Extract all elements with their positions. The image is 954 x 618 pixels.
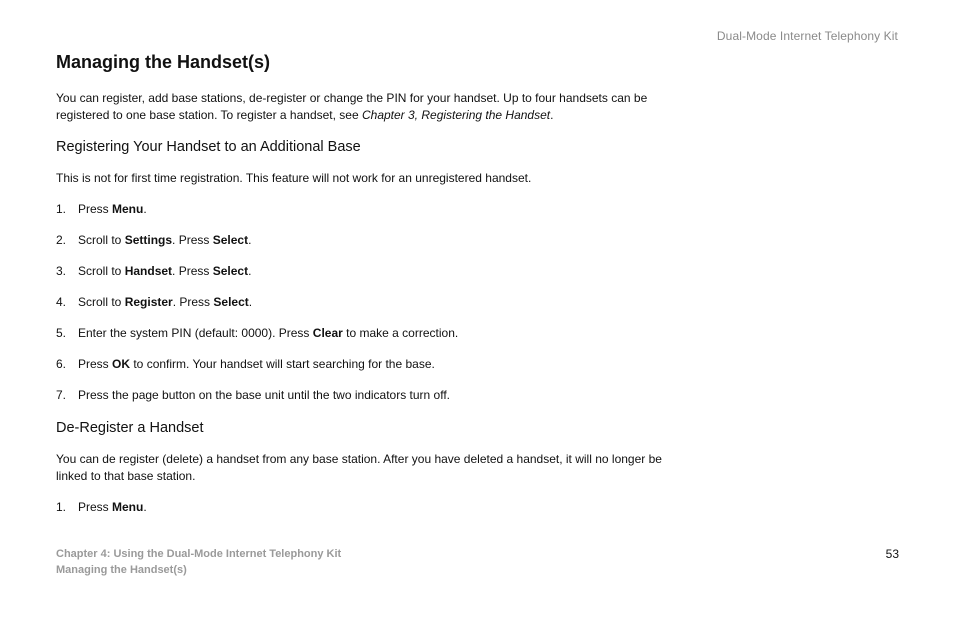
step-text: Press — [78, 500, 113, 514]
step-text: Scroll to — [78, 233, 125, 247]
ui-term: Select — [212, 233, 249, 247]
step-number: 1. — [56, 500, 67, 514]
list-item — [56, 499, 666, 516]
step-number: 2. — [56, 233, 67, 247]
section-heading-register: Registering Your Handset to an Additional Base — [56, 139, 361, 155]
step-text: Press — [78, 202, 113, 216]
register-steps-list — [56, 201, 666, 404]
step-text: to make a correction. — [342, 326, 459, 340]
list-item — [56, 356, 666, 373]
chapter-reference: Chapter 3, Registering the Handset — [361, 108, 551, 122]
ui-term: Clear — [312, 326, 343, 340]
intro-text: You can register, add base stations, de-register or change the PIN for your handset. Up to four handsets can be registered to one base station. To register a handset, see — [56, 91, 648, 122]
step-text: Enter the system PIN (default: 0000). Press — [78, 326, 313, 340]
register-note: This is not for first time registration. This feature will not work for an unregistered handset. — [56, 171, 532, 185]
footer-breadcrumb — [56, 546, 341, 578]
ui-term: Select — [212, 264, 249, 278]
step-text: . Press — [172, 295, 214, 309]
list-item — [56, 201, 666, 218]
step-text: . — [248, 295, 253, 309]
page-content — [56, 50, 666, 530]
ui-term: Settings — [124, 233, 173, 247]
section-heading-deregister: De-Register a Handset — [56, 420, 204, 436]
step-number: 4. — [56, 295, 67, 309]
step-text: . — [143, 500, 147, 514]
list-item — [56, 263, 666, 280]
ui-term: Menu — [112, 500, 144, 514]
deregister-steps-list — [56, 499, 666, 516]
ui-term: Register — [124, 295, 173, 309]
ui-term: Menu — [112, 202, 144, 216]
step-number: 1. — [56, 202, 67, 216]
deregister-paragraph: You can de register (delete) a handset from any base station. After you have deleted a handset, it will no longer be linked to that base station. — [56, 452, 662, 483]
step-number: 7. — [56, 388, 67, 402]
step-text: Scroll to — [78, 295, 125, 309]
step-text: to confirm. Your handset will start searching for the base. — [130, 357, 435, 371]
step-number: 3. — [56, 264, 67, 278]
step-text: . — [248, 233, 252, 247]
footer-section: Managing the Handset(s) — [56, 564, 187, 576]
intro-text-end: . — [550, 108, 554, 122]
list-item — [56, 294, 666, 311]
step-text: Press — [78, 357, 113, 371]
list-item — [56, 387, 666, 404]
page-title: Managing the Handset(s) — [56, 52, 271, 72]
step-text: . Press — [172, 233, 213, 247]
list-item — [56, 232, 666, 249]
page-number: 53 — [885, 547, 899, 561]
step-text: . — [143, 202, 147, 216]
running-header: Dual-Mode Internet Telephony Kit — [716, 29, 898, 43]
ui-term: Select — [213, 295, 249, 309]
step-number: 6. — [56, 357, 67, 371]
intro-paragraph — [56, 90, 666, 124]
ui-term: Handset — [124, 264, 173, 278]
step-text: Press the page button on the base unit until the two indicators turn off. — [78, 388, 451, 402]
footer-chapter: Chapter 4: Using the Dual-Mode Internet Telephony Kit — [56, 548, 342, 560]
step-text: . — [248, 264, 252, 278]
step-text: Scroll to — [78, 264, 125, 278]
step-number: 5. — [56, 326, 67, 340]
ui-term: OK — [112, 357, 131, 371]
list-item — [56, 325, 666, 342]
step-text: . Press — [172, 264, 213, 278]
